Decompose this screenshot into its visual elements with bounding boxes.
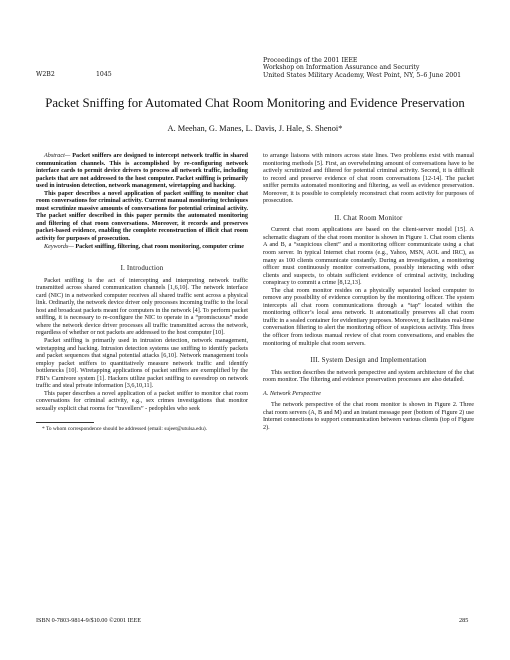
- body-paragraph: Packet sniffing is the act of intercepting and interpreting network traffic transmitted across shared communication channels [1,6,10]. The network interface card (NIC) in a networked computer receives all shared traffic sent across a physical link. Ordinarily, the network device driver only processes incoming traffic to the local host and broadcast packets meant for computers in the network [4]. To perform packet sniffing, it is necessary to re-configure the NIC to operate in a “promiscuous” mode where the network device driver processes all traffic transmitted across the network, regardless of whether or not packets are addressed to the host computer [10].: [36, 277, 248, 337]
- body-paragraph: The chat room monitor resides on a physically separated locked computer to remove any possibility of evidence corruption by the monitoring officer. The system intercepts all chat room communications through a “tap” located within the monitoring officer’s local area network. It automatically preserves all chat room traffic in a sealed container for evidentiary purposes. Moreover, it facilitates real-time conversation filtering to alert the monitoring officer of suspicious activity. This frees the officer from tedious manual review of chat room conversations, and enables the monitoring of multiple chat room servers.: [263, 287, 474, 347]
- abstract-text: Packet sniffers are designed to intercept network traffic in shared communication channels. This is accomplished by re-configuring network interface cards to permit device drivers to process all network traffic, including packets that are not addressed to the host computer. Packet sniffing is primarily used in intrusion detection, network management, wiretapping and hacking.: [36, 153, 248, 190]
- abstract-paragraph: This paper describes a novel application of packet sniffing to monitor chat room conversations for criminal activity. Current manual monitoring techniques must scrutinize massive amounts of conversations for potential criminal activity. The packet sniffer described in this paper permits the automated monitoring and filtering of chat room conversations. Moreover, it records and preserves packet-based evidence, enabling the complete reconstruction of illicit chat room activity for purposes of prosecution.: [36, 190, 248, 243]
- subsection-heading: A. Network Perspective: [263, 390, 321, 397]
- body-paragraph: Packet sniffing is primarily used in intrusion detection, network management, wiretapping and hacking. Intrusion detection systems use sniffing to identify packets and packet sequences that signal potential attacks [6,10]. Network management tools employ packet sniffers to quantitatively measure network traffic and identify bottlenecks [10]. Wiretapping applications of packet sniffers are exemplified by the FBI’s Carnivore system [1]. Hackers utilize packet sniffing to eavesdrop on network traffic and steal private information [3,6,10,11].: [36, 338, 248, 390]
- section-heading: III. System Design and Implementation: [310, 357, 427, 365]
- body-paragraph: The network perspective of the chat room monitor is shown in Figure 2. Three chat room servers (A, B and M) and an instant message peer (bottom of Figure 2) use Internet connections to support communication between various clients (top of Figure 2).: [263, 402, 474, 431]
- body-paragraph: to arrange liaisons with minors across state lines. Two problems exist with manual monitoring methods [5]. First, an overwhelming amount of conversations have to be actively scrutinized and filtered for potential criminal activity. Second, it is difficult to record and preserve evidence of chat room conversations [12-14]. The packet sniffer permits automated monitoring and filtering, as well as evidence preservation. Moreover, it is possible to completely reconstruct chat room activity for purposes of prosecution.: [263, 153, 474, 205]
- isbn-footer: ISBN 0-7803-9814-9/$10.00 ©2001 IEEE: [36, 617, 142, 624]
- body-paragraph: This paper describes a novel application of a packet sniffer to monitor chat room conversations for criminal activity, e.g., sex crimes investigations that monitor sexually explicit chat rooms for “travellers” - pedophiles who seek: [36, 390, 248, 412]
- abstract-label: Abstract—: [44, 153, 71, 159]
- proceedings-header: [263, 57, 461, 79]
- abstract: [36, 153, 248, 251]
- paper-code: W2B2: [36, 71, 55, 78]
- paper-title: Packet Sniffing for Automated Chat Room Monitoring and Evidence Preservation: [45, 96, 465, 110]
- running-header-left: [36, 71, 112, 78]
- footnote: * To whom correspondence should be addressed (email: sujeet@utulsa.edu).: [42, 425, 207, 432]
- keywords: [36, 244, 248, 252]
- proceedings-line: Proceedings of the 2001 IEEE: [263, 57, 358, 64]
- body-paragraph: This section describes the network perspective and system architecture of the chat room monitor. The filtering and evidence preservation processes are also detailed.: [263, 369, 474, 384]
- proceedings-line: United States Military Academy, West Point, NY, 5–6 June 2001: [263, 71, 462, 79]
- section-heading: I. Introduction: [120, 265, 164, 273]
- page-number: 285: [459, 617, 469, 624]
- right-column: [263, 153, 474, 433]
- paper-authors: A. Meehan, G. Manes, L. Davis, J. Hale, S. Shenoi*: [167, 124, 343, 133]
- page-code: 1045: [96, 71, 112, 78]
- abstract-paragraph: [36, 153, 248, 191]
- section-heading: II. Chat Room Monitor: [334, 214, 403, 222]
- body-paragraph: Current chat room applications are based on the client-server model [15]. A schematic diagram of the chat room monitor is shown in Figure 1. Chat room clients A and B, a “suspicious client” and a monitoring officer communicate using a chat room server. In typical Internet chat rooms (e.g., Yahoo, MSN, AOL and IRC), as many as 100 clients communicate constantly. During an investigation, a monitoring officer must continuously monitor conversations, possibly interacting with other clients and suspects, to obtain sufficient evidence of criminal activity, including conspiracy to commit a crime [8,12,13].: [263, 227, 474, 287]
- proceedings-line: Workshop on Information Assurance and Security: [263, 64, 420, 72]
- footnote-rule: [36, 422, 94, 423]
- left-column: [36, 153, 248, 432]
- keywords-text: Packet sniffing, filtering, chat room monitoring, computer crime: [73, 243, 244, 250]
- keywords-label: Keywords—: [44, 243, 74, 250]
